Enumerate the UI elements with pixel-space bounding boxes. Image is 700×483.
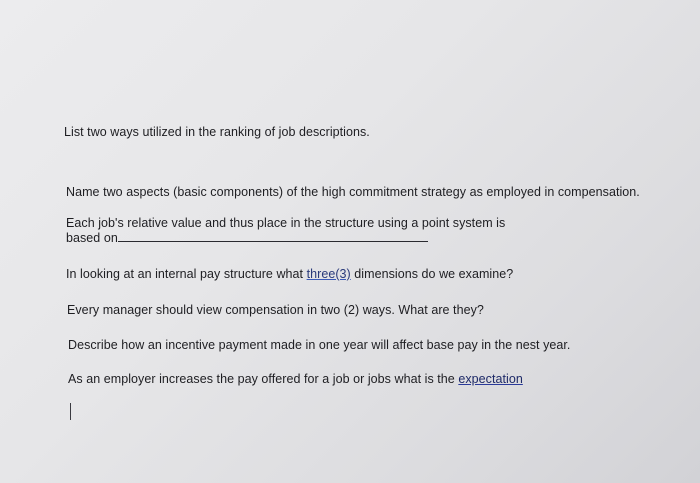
answer-blank-line <box>118 230 428 242</box>
question-employer-expectation <box>68 372 523 387</box>
question-high-commitment: Name two aspects (basic components) of the high commitment strategy as employed in compensation. <box>66 185 640 199</box>
question-internal-structure-text-b: dimensions do we examine? <box>350 267 514 281</box>
question-point-system-line2 <box>66 230 428 246</box>
question-ranking-methods: List two ways utilized in the ranking of job descriptions. <box>64 125 370 139</box>
question-internal-structure-text-a: In looking at an internal pay structure what <box>66 267 307 281</box>
expectation-word: expectation <box>458 372 523 386</box>
question-point-system-line1: Each job's relative value and thus place in the structure using a point system is <box>66 216 506 230</box>
spellcheck-word: three(3) <box>306 267 351 281</box>
text-cursor <box>70 403 71 420</box>
question-manager-view: Every manager should view compensation in two (2) ways. What are they? <box>67 303 484 317</box>
question-point-system-text: based on <box>66 231 118 245</box>
question-internal-structure <box>66 267 513 282</box>
question-incentive-payment: Describe how an incentive payment made in one year will affect base pay in the nest year. <box>68 338 571 352</box>
question-employer-expectation-text: As an employer increases the pay offered for a job or jobs what is the <box>68 372 459 386</box>
